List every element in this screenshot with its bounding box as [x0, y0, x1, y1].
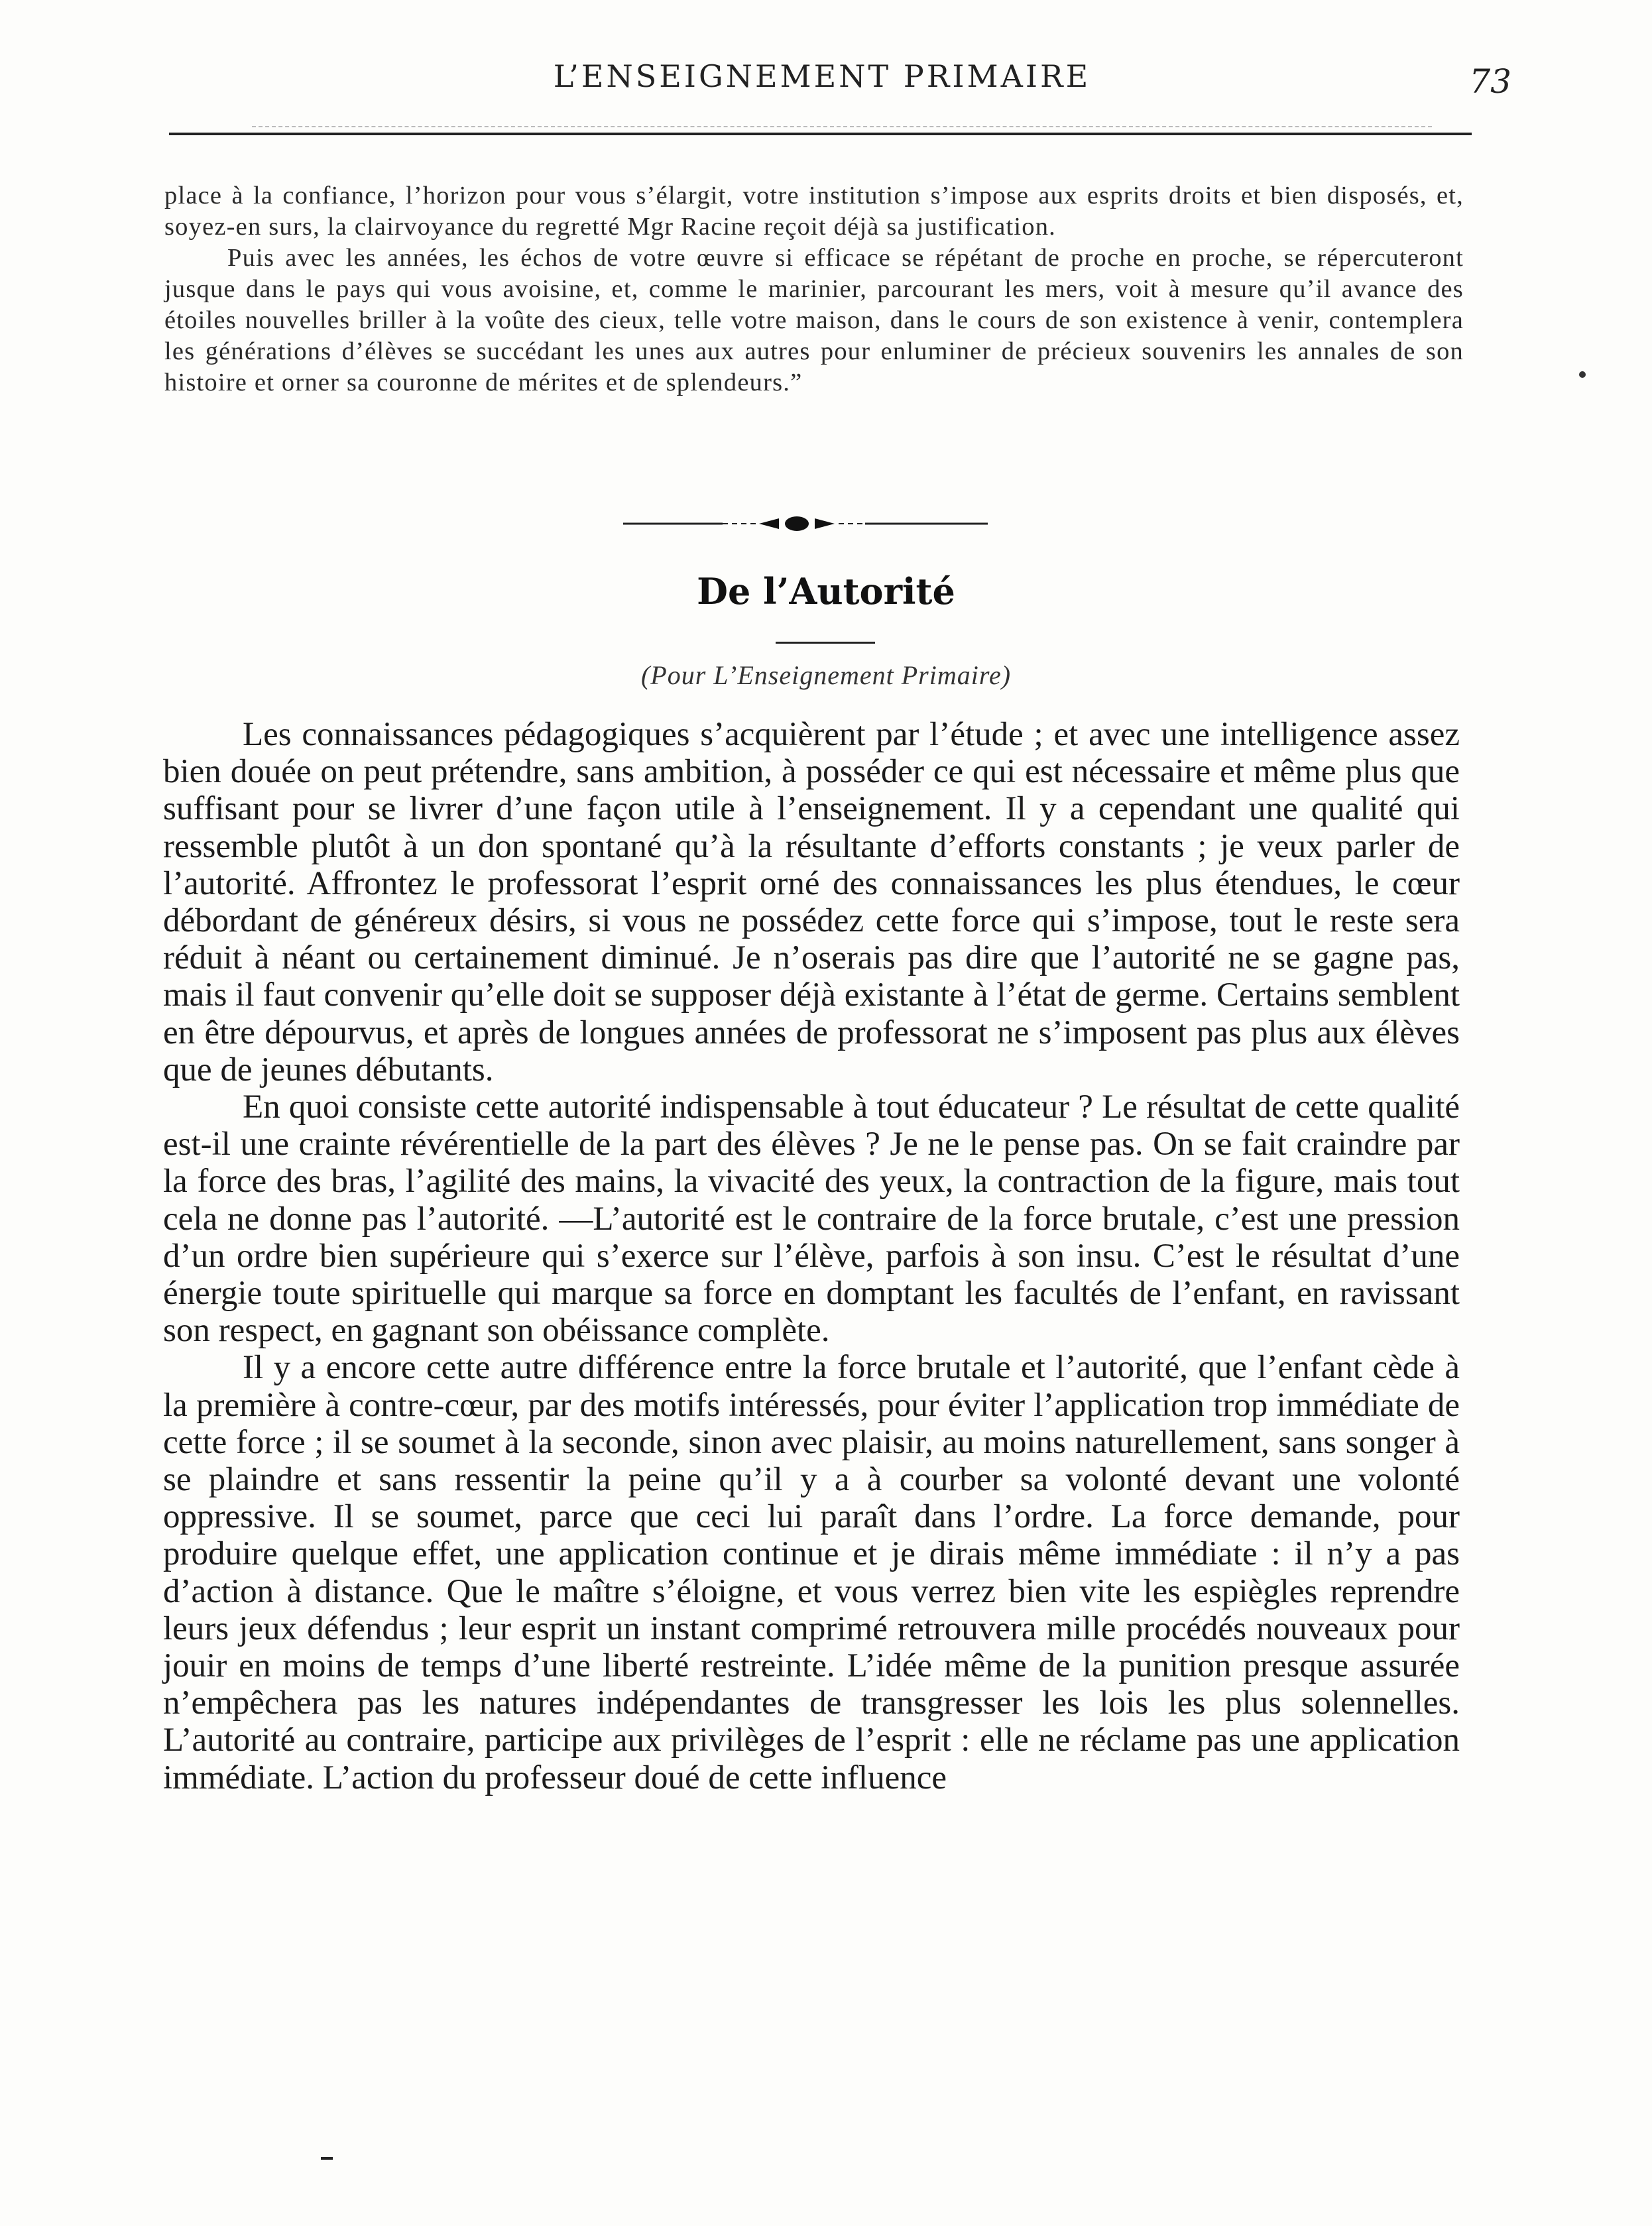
running-title: L’ENSEIGNEMENT PRIMAIRE: [553, 58, 1091, 94]
page-number: 73: [1469, 62, 1511, 101]
previous-article-ending: [164, 180, 1464, 398]
title-underline: [776, 642, 875, 644]
body-paragraph-3: Il y a encore cette autre différence entre la force brutale et l’autorité, que l’enfant cède à la première à contre-cœur, par des motifs intéressés, pour éviter l’application trop immédiate de cette force ; il se soumet à la seconde, sinon avec plaisir, au moins naturellement, sans songer à se plaindre et sans ressentir la peine qu’il y a à courber sa volonté devant une volonté oppressive. Il se soumet, parce que ceci lui paraît dans l’ordre. La force demande, pour produire quelque effet, une application continue et je dirais même immédiate : il n’y a pas d’action à distance. Que le maître s’éloigne, et vous verrez bien vite les espiègles reprendre leurs jeux défendus ; leur esprit un instant comprimé retrouvera mille procédés nouveaux pour jouir en moins de temps d’une liberté restreinte. L’idée même de la punition presque assurée n’empêchera pas les natures indépendantes de transgresser les lois les plus solennelles. L’autorité au contraire, participe aux privilèges de l’esprit : elle ne réclame pas une application immédiate. L’action du professeur doué de cette influence: [163, 1349, 1460, 1796]
footer-mark: [321, 2157, 333, 2160]
closing-paragraph-2: Puis avec les années, les échos de votre œuvre si efficace se répétant de proche en proche, se répercuteront jusque dans le pays qui vous avoisine, et, comme le marinier, parcourant les mers, voit à mesure qu’il avance des étoiles nouvelles briller à la voûte des cieux, telle votre maison, dans le cours de son existence à venir, contemplera les générations d’élèves se succédant les unes aux autres pour enluminer de précieux souvenirs les annales de son histoire et orner sa couronne de mérites et de splendeurs.”: [164, 244, 1464, 396]
header-rule: [169, 133, 1472, 135]
section-divider-ornament: [623, 510, 988, 537]
header-rule-faint: [252, 126, 1432, 127]
body-paragraph-1: Les connaissances pédagogiques s’acquièrent par l’étude ; et avec une intelligence assez bien douée on peut prétendre, sans ambition, à posséder ce qui est nécessaire et même plus que suffisant pour se livrer d’une façon utile à l’enseignement. Il y a cependant une qualité qui ressemble plutôt à un don spontané qu’à la résultante d’efforts constants ; je veux parler de l’autorité. Affrontez le professorat l’esprit orné des connaissances les plus étendues, le cœur débordant de généreux désirs, si vous ne possédez cette force qui s’impose, tout le reste sera réduit à néant ou certainement diminué. Je n’oserais pas dire que l’autorité ne se gagne pas, mais il faut convenir qu’elle doit se supposer déjà existante à l’état de germe. Certains semblent en être dépourvus, et après de longues années de professorat ne s’imposent pas plus aux élèves que de jeunes débutants.: [163, 716, 1460, 1088]
article-title: De l’Autorité: [697, 570, 955, 613]
article-byline: (Pour L’Enseignement Primaire): [640, 660, 1012, 690]
closing-paragraph-1: place à la confiance, l’horizon pour vous s’élargit, votre institution s’impose aux esprits droits et bien disposés, et, soyez-en surs, la clairvoyance du regretté Mgr Racine reçoit déjà sa justification.: [164, 182, 1464, 241]
margin-dot: [1579, 371, 1586, 378]
running-head: [159, 58, 1511, 111]
body-paragraph-2: En quoi consiste cette autorité indispensable à tout éducateur ? Le résultat de cette qualité est-il une crainte révérentielle de la part des élèves ? Je ne le pense pas. On se fait craindre par la force des bras, l’agilité des mains, la vivacité des yeux, la contraction de la figure, mais tout cela ne donne pas l’autorité. —L’autorité est le contraire de la force brutale, c’est une pression d’un ordre bien supérieure qui s’exerce sur l’élève, parfois à son insu. C’est le résultat d’une énergie toute spirituelle qui marque sa force en domptant les facultés de l’enfant, en ravissant son respect, en gagnant son obéissance complète.: [163, 1088, 1460, 1350]
article-body: [163, 716, 1460, 1796]
